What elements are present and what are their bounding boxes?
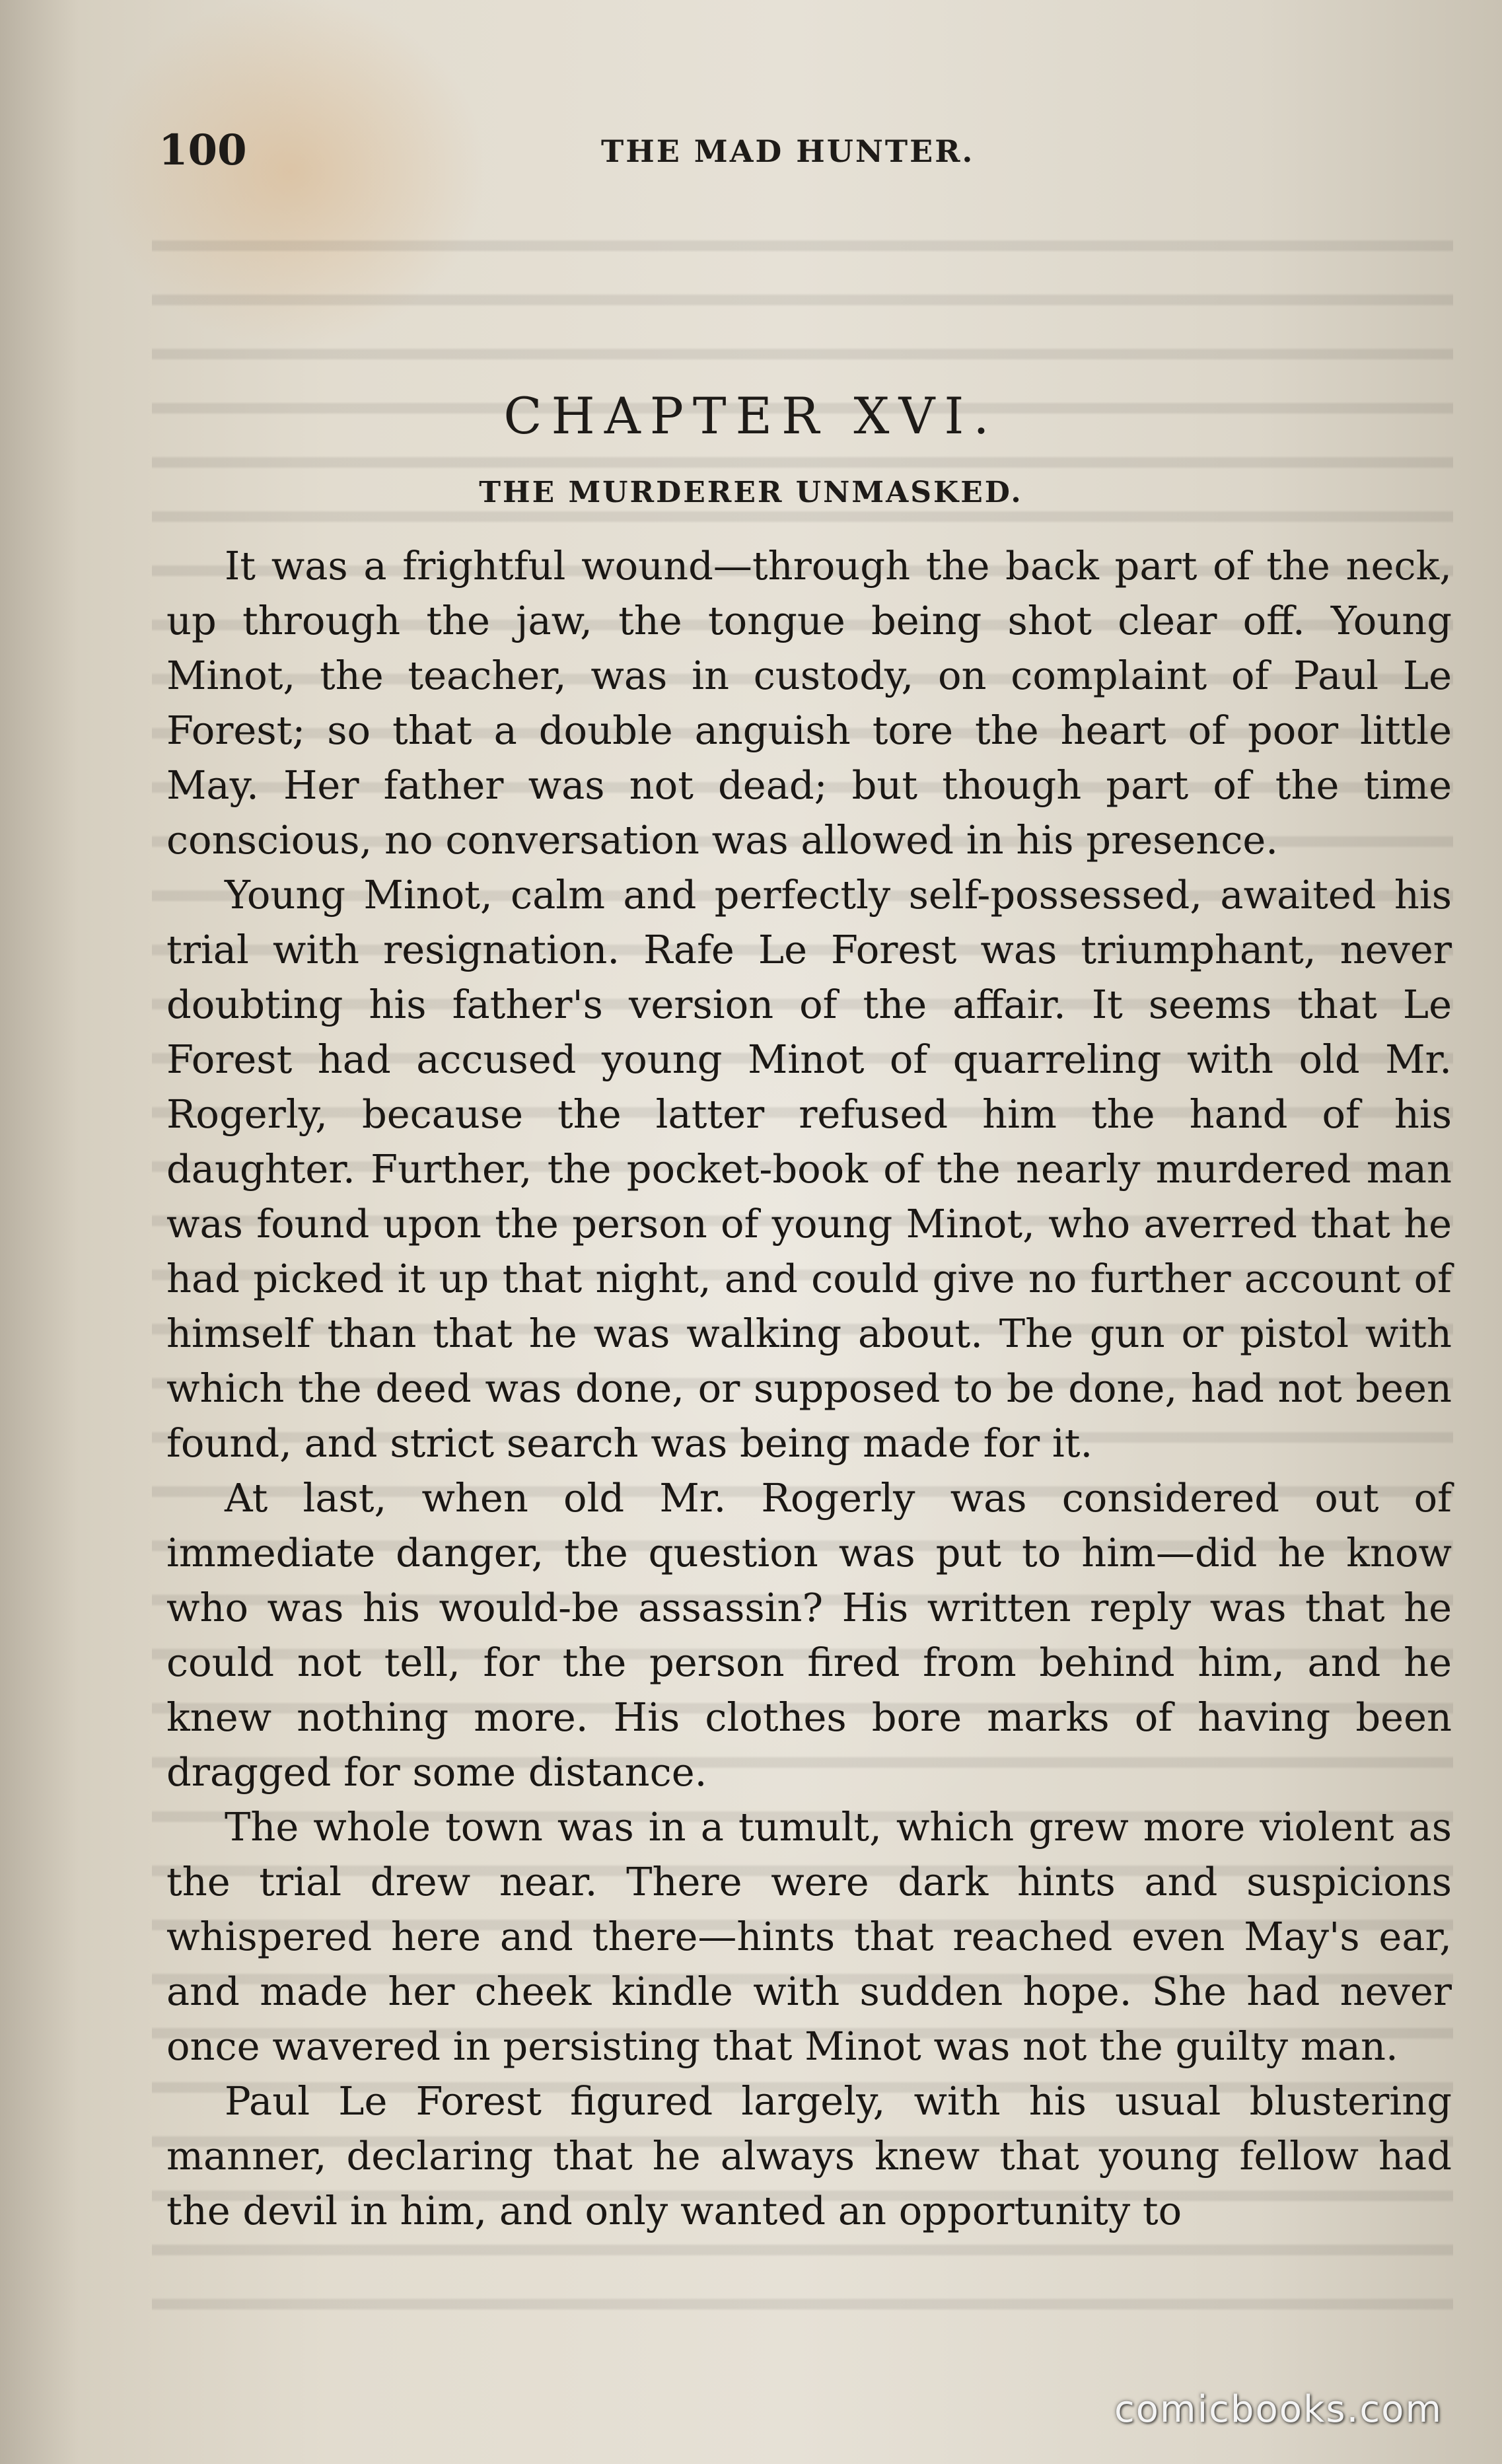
paragraph-4: The whole town was in a tumult, which grew more violent as the trial drew near. There were dark hints and suspicions whispered here and there—hints that reached even May's ear, and made her cheek kindle with sudden hope. She had never once wavered in persisting that Minot was not the guilty man. xyxy=(166,1804,1452,2069)
page-number: 100 xyxy=(159,126,247,175)
site-watermark: comicbooks.com xyxy=(1114,2388,1443,2431)
paragraph-1: It was a frightful wound—through the back part of the neck, up through the jaw, the tongue being shot clear off. Young Minot, the teacher, was in custody, on complaint of Paul Le Forest; so that a double anguish tore the heart of poor little May. Her father was not dead; but though part of the time conscious, no conversation was allowed in his presence. xyxy=(166,543,1452,863)
paragraph-2: Young Minot, calm and perfectly self-possessed, awaited his trial with resignation. Rafe Le Forest was triumphant, never doubting his father's version of the affair. It seems that Le Forest had accused young Minot of quarreling with old Mr. Rogerly, because the latter refused him the hand of his daughter. Further, the pocket-book of the nearly murdered man was found upon the person of young Minot, who averred that he had picked it up that night, and could give no further account of himself than that he was walking about. The gun or pistol with which the deed was done, or supposed to be done, had not been found, and strict search was being made for it. xyxy=(166,872,1452,1466)
chapter-title: CHAPTER XVI. xyxy=(503,386,999,445)
paragraph-3: At last, when old Mr. Rogerly was considered out of immediate danger, the question was put to him—did he know who was his would-be assassin? His written reply was that he could not tell, for the person fired from behind him, and he knew nothing more. His clothes bore marks of having been dragged for some distance. xyxy=(166,1475,1452,1795)
running-title: THE MAD HUNTER. xyxy=(601,133,975,169)
paragraph-5: Paul Le Forest figured largely, with his usual blustering manner, declaring that he always knew that young fellow had the devil in him, and only wanted an opportunity to xyxy=(166,2078,1452,2233)
body-text xyxy=(166,538,1452,2238)
chapter-subtitle: THE MURDERER UNMASKED. xyxy=(479,476,1023,509)
running-head xyxy=(159,126,1453,178)
